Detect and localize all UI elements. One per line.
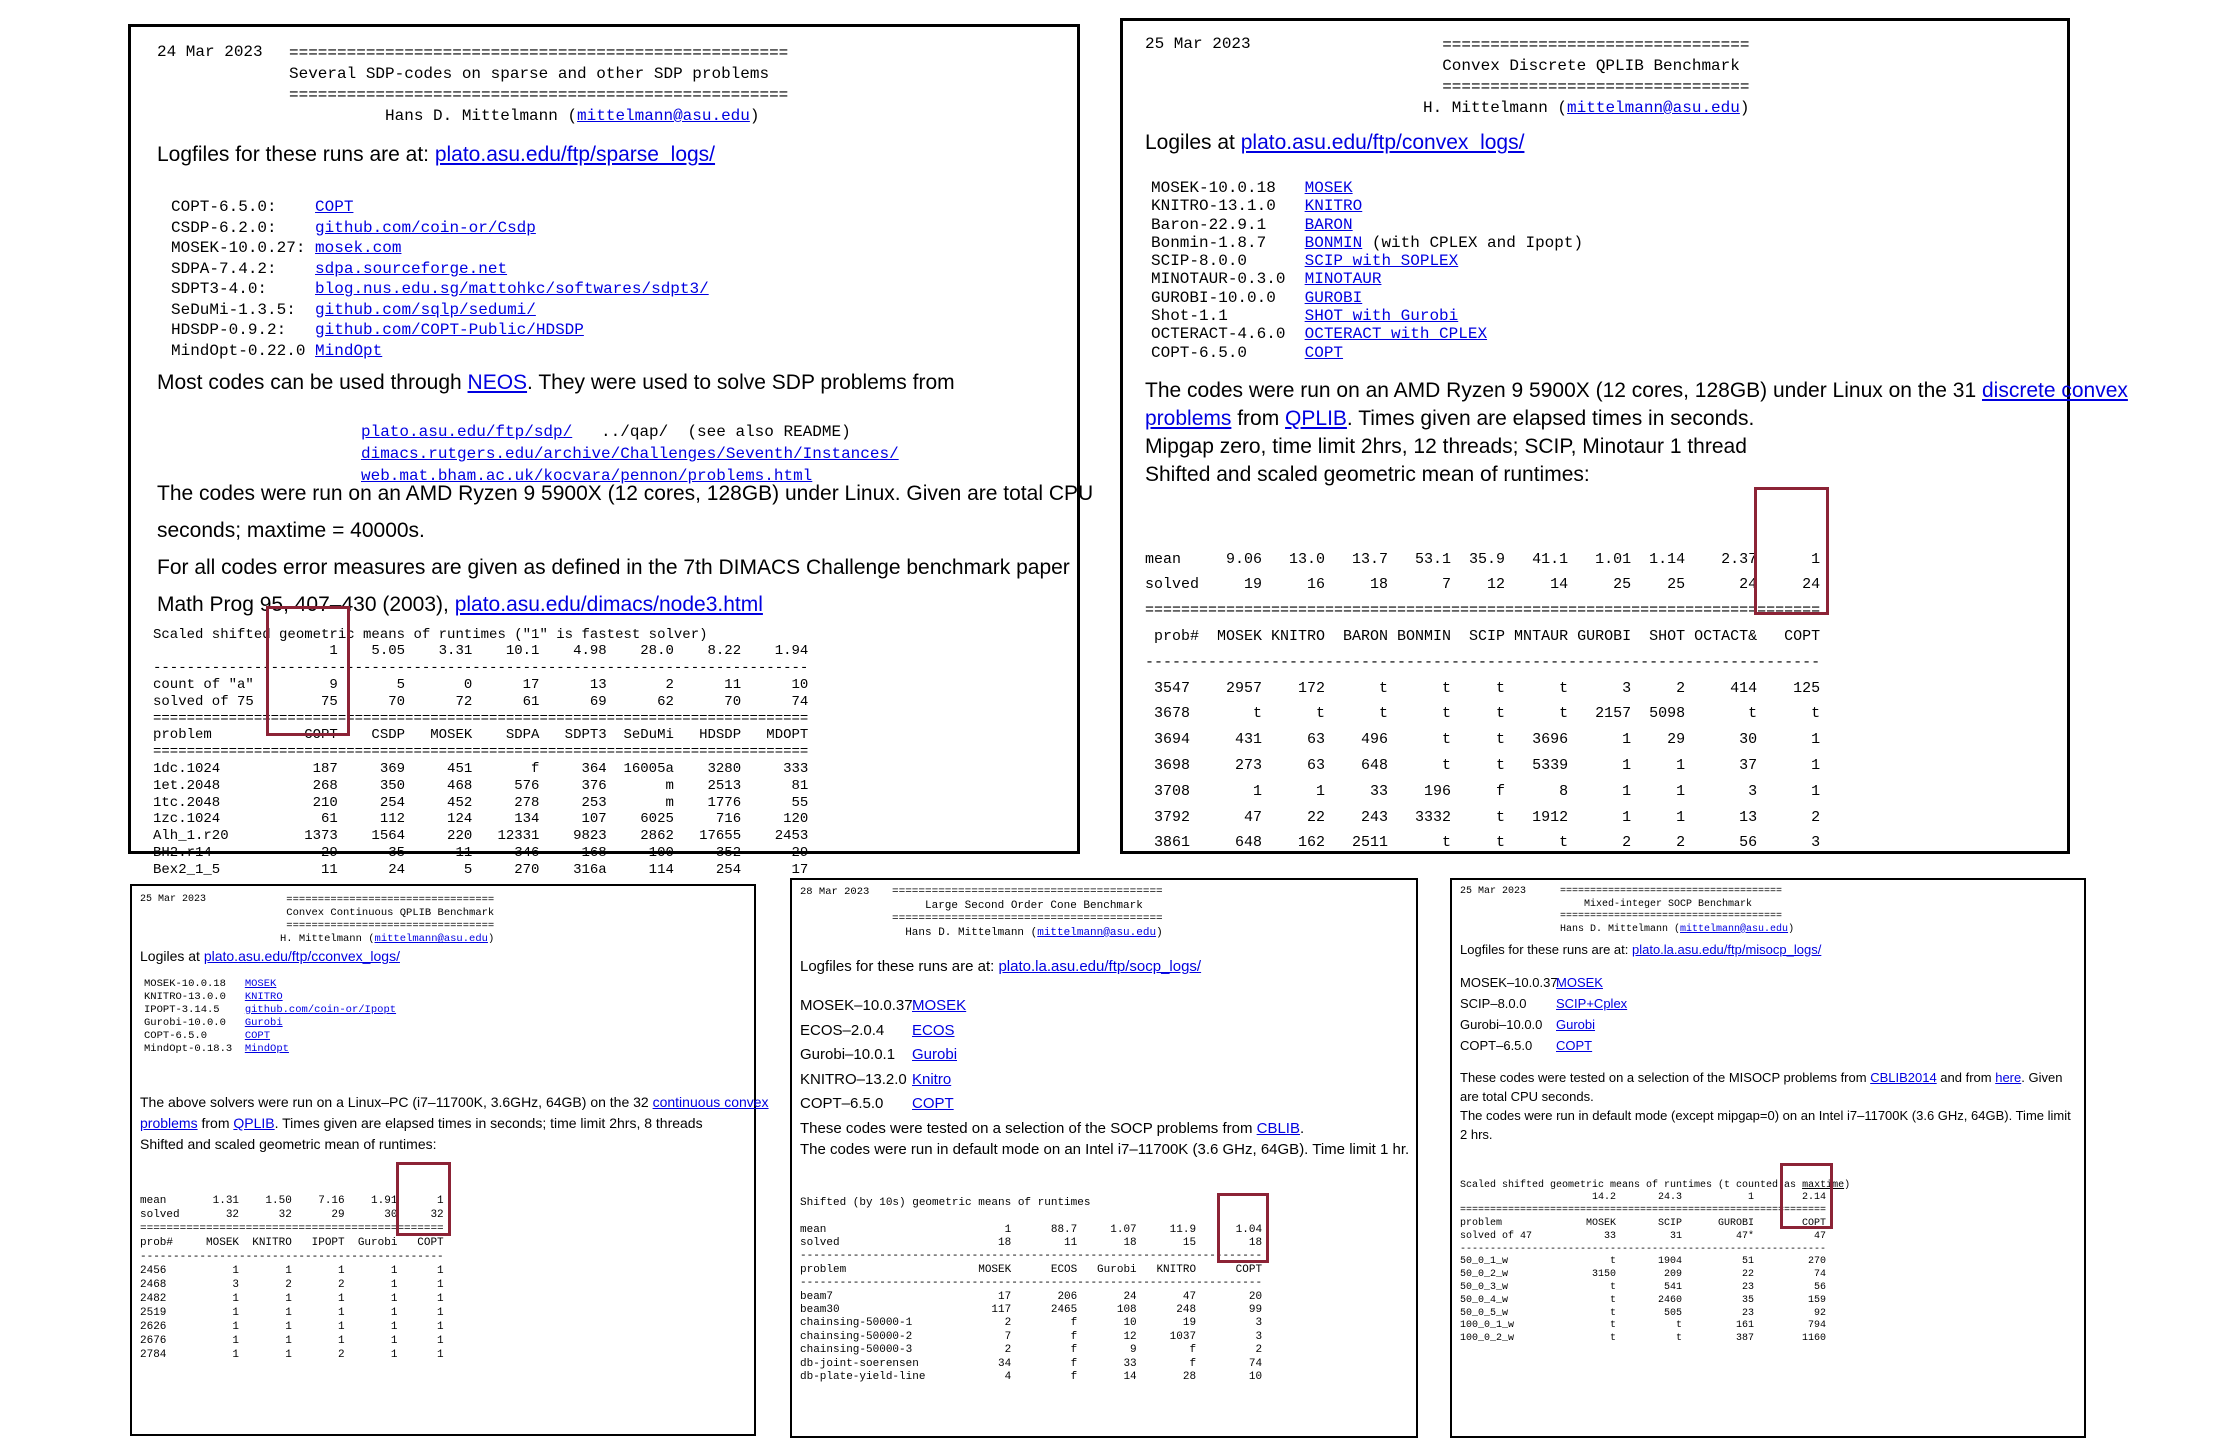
solver-version: HDSDP-0.9.2: [171, 321, 316, 339]
text: Convex Continuous QPLIB Benchmark [280, 907, 495, 919]
plato-la-asu-edu-ftp-socp-logs-link[interactable]: plato.la.asu.edu/ftp/socp_logs/ [998, 958, 1202, 975]
qplib-link[interactable]: QPLIB [233, 1115, 275, 1131]
mittelmann-asu-edu-link[interactable]: mittelmann@asu.edu [1037, 926, 1157, 939]
text: Scaled shifted geometric means of runtimes (t counted as [1460, 1179, 1803, 1191]
solver-version: SCIP–8.0.0 [1460, 996, 1527, 1011]
table-row: 2468 3 2 2 1 1 [140, 1279, 444, 1291]
table-row: solved 18 11 18 15 18 [800, 1237, 1263, 1250]
table-row: 3678 t t t t t t 2157 5098 t t [1145, 705, 1821, 723]
solver-version: KNITRO-13.1.0 [1151, 197, 1305, 216]
run-notes [1460, 1068, 2071, 1144]
plato-asu-edu-ftp-convex-logs-link[interactable]: plato.asu.edu/ftp/convex_logs/ [1240, 131, 1525, 154]
table-row: 50_0_2_w 3150 209 22 74 [1460, 1269, 1827, 1281]
table-row: chainsing-50000-2 7 f 12 1037 3 [800, 1330, 1263, 1343]
text: . Given [2021, 1070, 2063, 1085]
separator: ---------------------------------------------------------------------- [800, 1250, 1263, 1263]
text: seconds; maxtime = 40000s. [157, 519, 425, 542]
solver-row [1151, 344, 1583, 362]
text: from [197, 1115, 234, 1131]
plato-asu-edu-ftp-sdp-link[interactable]: plato.asu.edu/ftp/sdp/ [361, 423, 573, 441]
solver-version: COPT-6.5.0: [171, 198, 316, 216]
separator: ============================================================================== [153, 744, 809, 761]
solver-row [1460, 993, 1627, 1014]
page-header [280, 894, 494, 946]
separator: ============================================== [140, 1223, 444, 1235]
solver-version: Gurobi–10.0.1 [800, 1046, 896, 1063]
qplib-link[interactable]: QPLIB [1285, 407, 1347, 430]
text: ================================ [1423, 36, 1750, 54]
page-header [1423, 35, 1749, 119]
table-row: 3698 273 63 648 t t 5339 1 1 37 1 [1145, 756, 1821, 774]
continuous-convex-link[interactable]: continuous convex [652, 1094, 769, 1110]
solver-version: Shot-1.1 [1151, 307, 1305, 326]
ecos-link[interactable]: ECOS [912, 1021, 955, 1039]
text: ==================================================== [289, 86, 789, 104]
plato-asu-edu-dimacs-node3-html-link[interactable]: plato.asu.edu/dimacs/node3.html [454, 593, 763, 616]
solver-version: MindOpt-0.22.0 [171, 341, 316, 360]
separator: =========================================================================== [1145, 602, 1821, 620]
table-title [1460, 1180, 1850, 1193]
copt-link[interactable]: COPT [315, 198, 354, 216]
solver-version: COPT-6.5.0 [1151, 343, 1305, 362]
text: ) [749, 107, 760, 125]
solver-version: MindOpt-0.18.3 [144, 1043, 245, 1055]
text: The codes were run in default mode on an Intel i7–11700K (3.6 GHz, 64GB). Time limit 1 hr. [800, 1141, 1410, 1158]
text: These codes were tested on a selection of the MISOCP problems from [1460, 1070, 1871, 1085]
table-title [800, 1197, 1262, 1210]
discrete-convex-link[interactable]: discrete convex [1982, 379, 2128, 402]
text: Logfiles for these runs are at: [1460, 942, 1632, 957]
table-row: 2784 1 1 2 1 1 [140, 1349, 444, 1361]
separator: ------------------------------------------------------------------------------ [153, 660, 809, 677]
solver-row [1151, 234, 1583, 252]
github-com-copt-public-hdsdp-link[interactable]: github.com/COPT-Public/HDSDP [315, 321, 584, 339]
table-row: 50_0_3_w t 541 23 56 [1460, 1281, 1827, 1293]
text: Large Second Order Cone Benchmark [892, 899, 1143, 912]
table-row: count of "a" 9 5 0 17 13 2 11 10 [153, 676, 809, 693]
mosek-com-link[interactable]: mosek.com [315, 239, 402, 257]
text: For all codes error measures are given as defined in the 7th DIMACS Challenge benchmark paper [157, 556, 1070, 579]
table-row: problem MOSEK ECOS Gurobi KNITRO COPT [800, 1263, 1263, 1276]
copt-link[interactable]: COPT [1304, 343, 1344, 362]
table-row: 3694 431 63 496 t t 3696 1 29 30 1 [1145, 731, 1821, 749]
runtime-table [800, 1170, 1262, 1425]
solver-version: SDPT3-4.0: [171, 280, 316, 298]
plato-la-asu-edu-ftp-misocp-logs-link[interactable]: plato.la.asu.edu/ftp/misocp_logs/ [1631, 942, 1822, 957]
here-link[interactable]: here [1995, 1070, 2022, 1085]
blog-nus-edu-sg-mattohkc-softwares-sdpt3-link[interactable]: blog.nus.edu.sg/mattohkc/softwares/sdpt3/ [315, 280, 709, 298]
table-row: problem COPT CSDP MOSEK SDPA SDPT3 SeDuMi HDSDP MDOPT [153, 727, 809, 744]
solver-row [144, 1043, 396, 1056]
solver-row [144, 991, 396, 1004]
panel-misocp-benchmark [1450, 878, 2086, 1438]
panel-convex-discrete-qplib [1120, 18, 2128, 854]
solver-row [1460, 972, 1627, 993]
text: The above solvers were run on a Linux–PC (i7–11700K, 3.6GHz, 64GB) on the 32 [140, 1094, 653, 1110]
copt-link[interactable]: COPT [912, 1095, 954, 1112]
table-row: 2626 1 1 1 1 1 [140, 1321, 444, 1333]
solver-row [1151, 325, 1583, 343]
shot-with-gurobi-link[interactable]: SHOT with Gurobi [1304, 307, 1459, 326]
problems-link[interactable]: problems [1145, 407, 1232, 430]
baron-link[interactable]: BARON [1304, 215, 1353, 234]
solver-row [144, 1030, 396, 1043]
gurobi-link[interactable]: GUROBI [1304, 288, 1363, 307]
table-row: BH2.r14 29 35 11 346 168 100 352 29 [153, 844, 809, 861]
solver-row [144, 1004, 396, 1017]
table-row: mean 1 88.7 1.07 11.9 1.04 [800, 1223, 1263, 1236]
logfiles-line [157, 143, 715, 167]
mindopt-link[interactable]: MindOpt [315, 341, 383, 360]
mosek-link[interactable]: MOSEK [244, 978, 277, 990]
copt-link[interactable]: COPT [1556, 1038, 1593, 1053]
text: ) [487, 933, 495, 945]
solver-row [171, 320, 709, 341]
text: ================================= [280, 894, 495, 906]
solver-list [800, 994, 966, 1117]
table-row: 1tc.2048 210 254 452 278 253 m 1776 55 [153, 794, 809, 811]
cblib2014-link[interactable]: CBLIB2014 [1870, 1070, 1937, 1085]
table-row: Alh_1.r20 1373 1564 220 12331 9823 2862 17655 2453 [153, 828, 809, 845]
panel-convex-continuous-qplib [130, 884, 769, 1436]
solver-row [1151, 197, 1583, 215]
solver-row [800, 1092, 966, 1117]
runtime-table [140, 1166, 444, 1404]
web-mat-bham-ac-uk-kocvara-pennon-problems-html-link[interactable]: web.mat.bham.ac.uk/kocvara/pennon/problems.html [361, 467, 813, 485]
plato-asu-edu-ftp-cconvex-logs-link[interactable]: plato.asu.edu/ftp/cconvex_logs/ [203, 948, 400, 964]
solver-row [171, 259, 709, 280]
solver-row [144, 1017, 396, 1030]
table-row: 1 5.05 3.31 10.1 4.98 28.0 8.22 1.94 [153, 643, 809, 660]
text: 2 hrs. [1460, 1127, 1493, 1142]
table-title [153, 627, 808, 644]
solver-list [1460, 972, 1627, 1056]
github-com-coin-or-csdp-link[interactable]: github.com/coin-or/Csdp [315, 218, 536, 237]
solver-row [1151, 289, 1583, 307]
table-row: solved 19 16 18 7 12 14 25 25 24 24 [1145, 576, 1821, 594]
text: ===================================== [1560, 886, 1783, 897]
run-notes [800, 1118, 1409, 1160]
separator: ---------------------------------------------------------------------- [800, 1277, 1263, 1290]
logfiles-line [1145, 131, 1524, 155]
knitro-link[interactable]: KNITRO [244, 991, 283, 1003]
text: Logfiles for these runs are at: [157, 143, 435, 166]
date: 25 Mar 2023 [1460, 886, 1527, 897]
minotaur-link[interactable]: MINOTAUR [1304, 270, 1382, 289]
mittelmann-asu-edu-link[interactable]: mittelmann@asu.edu [1680, 923, 1789, 935]
solver-row [1151, 179, 1583, 197]
table-row: mean 1.31 1.50 7.16 1.91 1 [140, 1195, 444, 1207]
text: . Times given are elapsed times in seconds. [1346, 407, 1755, 430]
table-row: 100_0_2_w t t 387 1160 [1460, 1333, 1827, 1345]
separator: ------------------------------------------------------------- [1460, 1243, 1827, 1255]
github-com-coin-or-ipopt-link[interactable]: github.com/coin-or/Ipopt [244, 1004, 397, 1016]
solver-row [800, 1043, 966, 1068]
table-row: problem MOSEK SCIP GUROBI COPT [1460, 1217, 1827, 1229]
text: Mipgap zero, time limit 2hrs, 12 threads; SCIP, Minotaur 1 thread [1145, 435, 1747, 458]
solver-version: MOSEK–10.0.37 [1460, 975, 1558, 990]
text: Mixed-integer SOCP Benchmark [1560, 898, 1753, 910]
solver-row [1151, 252, 1583, 270]
text: ) [1739, 99, 1750, 117]
table-row: solved of 75 75 70 72 61 69 62 70 74 [153, 693, 809, 710]
solver-version: SeDuMi-1.3.5: [171, 300, 316, 319]
neos-link[interactable]: NEOS [467, 371, 528, 394]
solver-row [171, 279, 709, 300]
text: are total CPU seconds. [1460, 1089, 1594, 1104]
text: Most codes can be used through [157, 371, 468, 394]
solver-version: ECOS–2.0.4 [800, 1021, 885, 1039]
solver-version: Gurobi–10.0.0 [1460, 1017, 1543, 1032]
date: 24 Mar 2023 [157, 43, 263, 61]
solver-list [1151, 179, 1583, 362]
solver-row [1460, 1014, 1627, 1035]
solver-version: MOSEK–10.0.37 [800, 997, 913, 1014]
solver-row [1151, 216, 1583, 234]
text: Shifted and scaled geometric mean of runtimes: [140, 1136, 437, 1152]
table-row: prob# MOSEK KNITRO BARON BONMIN SCIP MNTAUR GUROBI SHOT OCTACT& COPT [1145, 627, 1821, 645]
text: ) [1788, 923, 1795, 935]
mosek-link[interactable]: MOSEK [1556, 975, 1603, 990]
text: Shifted and scaled geometric mean of runtimes: [1145, 463, 1590, 486]
solver-list [171, 197, 709, 361]
solver-version: MINOTAUR-0.3.0 [1151, 270, 1305, 289]
github-com-sqlp-sedumi-link[interactable]: github.com/sqlp/sedumi/ [315, 300, 536, 319]
solver-version: MOSEK-10.0.27: [171, 239, 316, 257]
table-row: beam7 17 206 24 47 20 [800, 1290, 1263, 1303]
table-row: solved 32 32 29 30 32 [140, 1209, 444, 1221]
logfiles-line [800, 958, 1201, 975]
table-row: mean 9.06 13.0 13.7 53.1 35.9 41.1 1.01 1.14 2.37 1 [1145, 550, 1821, 568]
table-row: chainsing-50000-1 2 f 10 19 3 [800, 1317, 1263, 1330]
table-row: 50_0_5_w t 505 23 92 [1460, 1307, 1827, 1319]
text: ) [1156, 926, 1163, 939]
runtime-table [1460, 1154, 1850, 1384]
solver-version: COPT–6.5.0 [1460, 1038, 1533, 1053]
solver-version: SDPA-7.4.2: [171, 259, 316, 278]
sdpa-sourceforge-net-link[interactable]: sdpa.sourceforge.net [315, 259, 508, 278]
solver-version: IPOPT-3.14.5 [144, 1004, 245, 1016]
solver-row [171, 197, 709, 218]
separator: ============================================================= [1460, 1205, 1827, 1217]
table-row: 50_0_1_w t 1904 51 270 [1460, 1256, 1827, 1268]
text: H. Mittelmann ( [1423, 99, 1568, 117]
text: Hans D. Mittelmann ( [1560, 923, 1681, 935]
page-header [892, 886, 1163, 940]
cblib-link[interactable]: CBLIB [1256, 1120, 1300, 1137]
solver-version: KNITRO-13.0.0 [144, 991, 245, 1003]
solver-version: GUROBI-10.0.0 [1151, 288, 1305, 307]
mittelmann-asu-edu-link[interactable]: mittelmann@asu.edu [1567, 99, 1740, 117]
logfiles-line [1460, 942, 1821, 957]
text: Convex Discrete QPLIB Benchmark [1423, 57, 1740, 75]
solver-row [800, 994, 966, 1019]
blank-line [800, 1210, 1262, 1223]
text: Math Prog 95, 407–430 (2003), [157, 593, 455, 616]
text: The codes were run in default mode (except mipgap=0) on an Intel i7–11700K (3.6 GHz, 64GB). Time limit [1460, 1108, 2071, 1123]
date: 25 Mar 2023 [1145, 35, 1251, 53]
text: The codes were run on an AMD Ryzen 9 5900X (12 cores, 128GB) under Linux. Given are total CPU [157, 482, 1094, 505]
text: . They were used to solve SDP problems from [527, 371, 955, 394]
text: . [1299, 1120, 1305, 1137]
panel-large-socp-benchmark [790, 878, 1418, 1438]
gurobi-link[interactable]: Gurobi [244, 1017, 283, 1029]
panel-sdp-sparse-benchmark [128, 24, 1094, 878]
table-row: prob# MOSEK KNITRO IPOPT Gurobi COPT [140, 1237, 444, 1249]
table-row: 50_0_4_w t 2460 35 159 [1460, 1294, 1827, 1306]
text: Logfiles for these runs are at: [800, 958, 999, 975]
separator: --------------------------------------------------------------------------- [1145, 653, 1821, 671]
solver-version: MOSEK-10.0.18 [144, 978, 245, 990]
mindopt-link[interactable]: MindOpt [244, 1043, 289, 1055]
solver-row [171, 341, 709, 362]
table-row: 1zc.1024 61 112 124 134 107 6025 716 120 [153, 811, 809, 828]
table-row: 3792 47 22 243 3332 t 1912 1 1 13 2 [1145, 808, 1821, 826]
text: ) [1844, 1179, 1851, 1191]
solver-row [171, 238, 709, 259]
solver-note: (with CPLEX and Ipopt) [1362, 233, 1584, 252]
text: ../qap/ (see also README) [572, 423, 851, 441]
table-row: 100_0_1_w t t 161 794 [1460, 1320, 1827, 1332]
table-row: beam30 117 2465 108 248 99 [800, 1304, 1263, 1317]
solver-version: COPT–6.5.0 [800, 1095, 884, 1112]
text: H. Mittelmann ( [280, 933, 375, 945]
gurobi-link[interactable]: Gurobi [1556, 1017, 1596, 1032]
text: maxtime [1802, 1179, 1845, 1191]
table-row: 1et.2048 268 350 468 576 376 m 2513 81 [153, 777, 809, 794]
solver-version: SCIP-8.0.0 [1151, 252, 1305, 271]
table-row: solved of 47 33 31 47* 47 [1460, 1230, 1827, 1242]
table-row: 2482 1 1 1 1 1 [140, 1293, 444, 1305]
mosek-link[interactable]: MOSEK [1304, 179, 1353, 197]
text: from [1231, 407, 1286, 430]
problems-link[interactable]: problems [140, 1115, 198, 1131]
date: 28 Mar 2023 [800, 886, 870, 898]
solver-row [171, 300, 709, 321]
text: Several SDP-codes on sparse and other SDP problems [289, 65, 770, 83]
knitro-link[interactable]: KNITRO [1304, 197, 1363, 216]
table-row: 3547 2957 172 t t t t 3 2 414 125 [1145, 679, 1821, 697]
table-row: 14.2 24.3 1 2.14 [1460, 1192, 1827, 1204]
run-notes [140, 1092, 769, 1155]
gurobi-link[interactable]: Gurobi [912, 1046, 958, 1063]
runtime-table [1145, 495, 1820, 934]
octeract-with-cplex-link[interactable]: OCTERACT with CPLEX [1304, 325, 1488, 344]
mittelmann-asu-edu-link[interactable]: mittelmann@asu.edu [374, 933, 488, 945]
scip-with-soplex-link[interactable]: SCIP with SOPLEX [1304, 252, 1459, 271]
solver-version: OCTERACT-4.6.0 [1151, 325, 1305, 344]
solver-row [1460, 1035, 1627, 1056]
table-row: db-plate-yield-line 4 f 14 28 10 [800, 1371, 1263, 1384]
separator: ============================================================================== [153, 710, 809, 727]
text: and from [1936, 1070, 1996, 1085]
solver-version: MOSEK-10.0.18 [1151, 179, 1305, 197]
solver-row [1151, 307, 1583, 325]
table-row: 1dc.1024 187 369 451 f 364 16005a 3280 333 [153, 760, 809, 777]
table-row: chainsing-50000-3 2 f 9 f 2 [800, 1344, 1263, 1357]
knitro-link[interactable]: Knitro [912, 1070, 952, 1088]
separator: ---------------------------------------------- [140, 1251, 444, 1263]
page-header [1560, 886, 1794, 936]
solver-row [800, 1068, 966, 1093]
text: Logiles at [1145, 131, 1241, 154]
solver-version: Gurobi-10.0.0 [144, 1017, 245, 1029]
text: Scaled shifted geometric means of runtimes ("1" is fastest solver) [153, 626, 708, 643]
solver-row [800, 1019, 966, 1044]
plato-asu-edu-ftp-sparse-logs-link[interactable]: plato.asu.edu/ftp/sparse_logs/ [434, 143, 716, 166]
text: . Times given are elapsed times in seconds; time limit 2hrs, 8 threads [274, 1115, 703, 1131]
table-row: Bex2_1_5 11 24 5 270 316a 114 254 17 [153, 861, 809, 878]
text: ==================================================== [289, 44, 789, 62]
mittelmann-asu-edu-link[interactable]: mittelmann@asu.edu [577, 107, 750, 125]
solver-row [171, 218, 709, 239]
text: Hans D. Mittelmann ( [892, 926, 1038, 939]
page-header [289, 43, 788, 127]
solver-row [144, 978, 396, 991]
table-row: 2456 1 1 1 1 1 [140, 1265, 444, 1277]
text: These codes were tested on a selection of the SOCP problems from [800, 1120, 1257, 1137]
solver-version: CSDP-6.2.0: [171, 218, 316, 237]
text: ========================================= [892, 913, 1163, 925]
text: ========================================= [892, 886, 1163, 898]
bonmin-link[interactable]: BONMIN [1304, 233, 1363, 252]
date: 25 Mar 2023 [140, 894, 207, 905]
runtime-table [153, 593, 808, 929]
neos-line [157, 371, 955, 395]
dimacs-rutgers-edu-archive-challenges-seventh-instances-link[interactable]: dimacs.rutgers.edu/archive/Challenges/Seventh/Instances/ [361, 445, 899, 463]
copt-link[interactable]: COPT [244, 1030, 271, 1042]
text: Hans D. Mittelmann ( [289, 107, 578, 125]
table-row: 2676 1 1 1 1 1 [140, 1335, 444, 1347]
table-row: 3861 648 162 2511 t t t 2 2 56 3 [1145, 834, 1821, 852]
solver-version: Bonmin-1.8.7 [1151, 233, 1305, 252]
text: ================================= [280, 920, 495, 932]
solver-list [144, 978, 396, 1056]
solver-version: COPT-6.5.0 [144, 1030, 245, 1042]
text: ===================================== [1560, 911, 1783, 922]
text: ================================ [1423, 78, 1750, 96]
scip-cplex-link[interactable]: SCIP+Cplex [1556, 996, 1628, 1011]
logfiles-line [140, 948, 400, 964]
solver-version: Baron-22.9.1 [1151, 215, 1305, 234]
text: Logiles at [140, 948, 204, 964]
text: Shifted (by 10s) geometric means of runtimes [800, 1196, 1091, 1209]
run-notes [1145, 377, 2128, 489]
solver-row [1151, 270, 1583, 288]
mosek-link[interactable]: MOSEK [912, 997, 967, 1014]
table-row: db-joint-soerensen 34 f 33 f 74 [800, 1357, 1263, 1370]
table-row: 2519 1 1 1 1 1 [140, 1307, 444, 1319]
text: The codes were run on an AMD Ryzen 9 5900X (12 cores, 128GB) under Linux on the 31 [1145, 379, 1982, 402]
table-row: 3708 1 1 33 196 f 8 1 1 3 1 [1145, 782, 1821, 800]
solver-version: KNITRO–13.2.0 [800, 1070, 907, 1088]
